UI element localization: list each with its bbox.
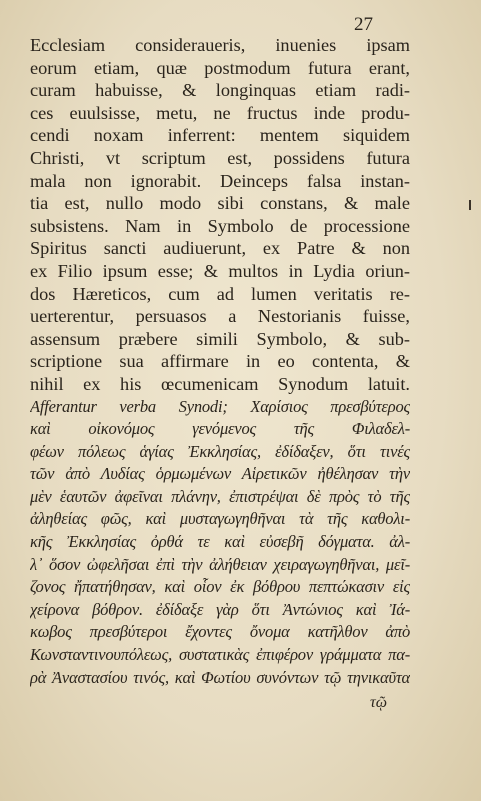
catchword: τῷ <box>369 694 387 711</box>
text-line: eorum etiam, quæ postmodum futura erant, <box>30 57 410 78</box>
text-line: scriptione sua affirmare in eo contenta, & <box>30 351 410 372</box>
text-line: uerterentur, persuasos a Nestorianis fuisse, <box>30 306 410 327</box>
page-number: 27 <box>354 14 373 35</box>
text-line: nihil ex his œcumenicam Synodum latuit. <box>30 373 410 394</box>
text-line: curam habuisse, & longinquas etiam radi- <box>30 80 410 101</box>
text-line: assensum præbere simili Symbolo, & sub- <box>30 328 410 349</box>
text-line: καὶ οἰκονόμος γενόμενος τῆς Φιλαδελ- <box>30 419 410 439</box>
text-line: subsistens. Nam in Symbolo de processione <box>30 215 410 236</box>
text-line: ces euulsisse, metu, ne fructus inde produ- <box>30 102 410 123</box>
text-line: μὲν ἑαυτῶν ἀφεῖναι πλάνην, ἐπιστρέψαι δὲ πρὸς τὸ τῆς <box>30 486 410 506</box>
text-line: cendi noxam inferrent: mentem siquidem <box>30 125 410 146</box>
text-line: ζονος ἤπατήθησαν, καὶ οἷον ἐκ βόθρου πεπτώκασιν εἰς <box>30 577 410 597</box>
body-text <box>30 34 410 689</box>
text-line: Spiritus sancti audiuerunt, ex Patre & non <box>30 238 410 259</box>
text-line: κωβος πρεσβύτεροι ἔχοντες ὄνομα κατῆλθον ἀπὸ <box>30 622 410 642</box>
text-line: Ecclesiam consideraueris, inuenies ipsam <box>30 35 410 55</box>
text-line: Afferantur verba Synodi; Χαρίσιος πρεσβύτερος <box>30 396 410 416</box>
text-line: φέων πόλεως ἁγίας Ἐκκλησίας, ἐδίδαξεν, ὅτι τινές <box>30 441 410 461</box>
text-line: χείρονα βόθρον. ἐδίδαξε γὰρ ὅτι Ἀντώνιος καὶ Ἰά- <box>30 599 410 619</box>
text-line: tia est, nullo modo sibi constans, & male <box>30 193 410 214</box>
text-line: mala non ignorabit. Deinceps falsa instan- <box>30 170 410 191</box>
text-line: ρὰ Ἀναστασίου τινός, καὶ Φωτίου συνόντων τῷ τηνικαῦτα <box>30 667 410 687</box>
text-line: ex Filio ipsum esse; & multos in Lydia oriun- <box>30 260 410 281</box>
text-line: Κωνσταντινουπόλεως, συστατικὰς ἐπιφέρον γράμματα πα- <box>30 645 410 665</box>
text-line: dos Hæreticos, cum ad lumen veritatis re- <box>30 283 410 304</box>
text-line: κῆς Ἐκκλησίας ὀρθά τε καὶ εὐσεβῆ δόγματα. ἀλ- <box>30 532 410 552</box>
text-line: τῶν ἀπὸ Λυδίας ὁρμωμένων Αἱρετικῶν ἠθέλησαν τὴν <box>30 464 410 484</box>
text-line: ἀληθείας φῶς, καὶ μυσταγωγηθῆναι τὰ τῆς καθολι- <box>30 509 410 529</box>
page-edge-mark <box>469 200 471 210</box>
text-line: Christi, vt scriptum est, possidens futura <box>30 147 410 168</box>
text-line: λ᾽ ὅσον ὠφελῆσαι ἐπὶ τὴν ἀλήθειαν χειραγωγηθῆναι, μεῖ- <box>30 554 410 574</box>
